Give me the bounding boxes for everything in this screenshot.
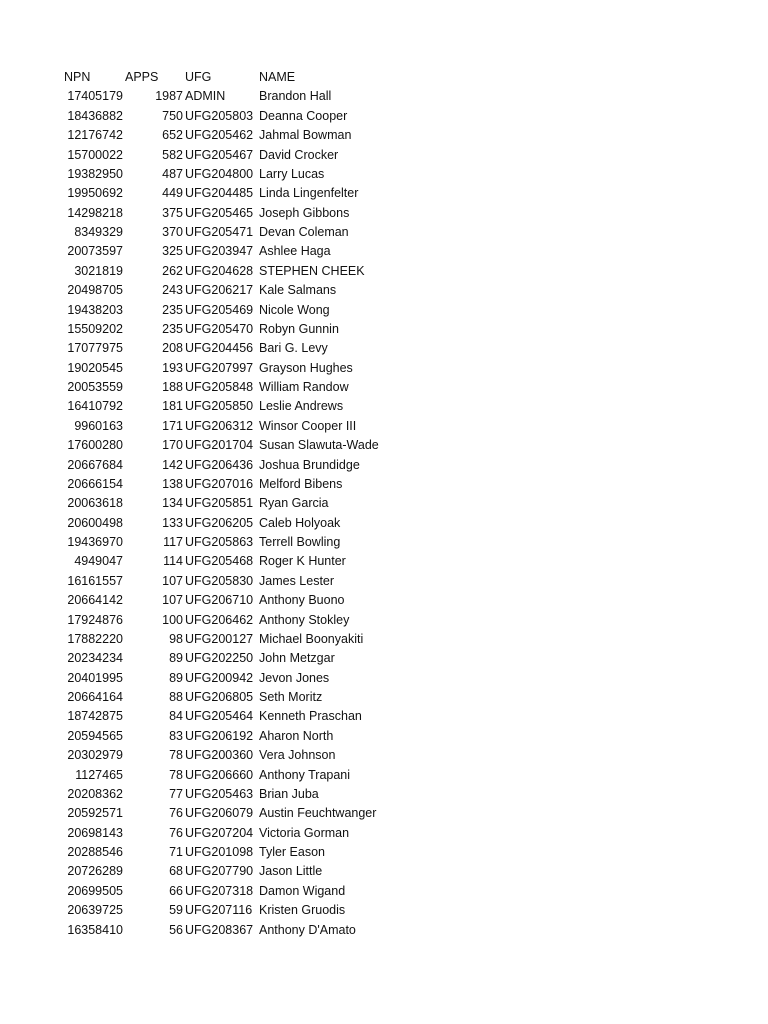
apps-cell: 83 — [169, 728, 183, 743]
name-cell: Roger K Hunter — [259, 554, 346, 569]
ufg-cell: UFG206192 — [185, 728, 254, 743]
table-row — [0, 436, 768, 455]
table-row — [0, 301, 768, 320]
table-row — [0, 262, 768, 281]
npn-cell: 19020545 — [67, 360, 123, 375]
table-row — [0, 223, 768, 242]
apps-cell: 243 — [162, 283, 183, 298]
apps-cell: 59 — [169, 903, 183, 918]
table-row — [0, 824, 768, 843]
ufg-cell: UFG205463 — [185, 786, 254, 801]
npn-cell: 19436970 — [67, 535, 123, 549]
name-cell: Kenneth Praschan — [259, 709, 362, 724]
apps-cell: 208 — [162, 341, 183, 356]
ufg-cell: UFG204485 — [185, 186, 254, 201]
name-cell: Nicole Wong — [259, 302, 330, 317]
ufg-cell: UFG206805 — [185, 690, 254, 704]
npn-cell: 20401995 — [67, 670, 123, 685]
name-cell: Kale Salmans — [259, 283, 337, 298]
ufg-cell: UFG207116 — [185, 903, 253, 918]
header-name: NAME — [259, 70, 296, 84]
npn-cell: 18436882 — [67, 108, 123, 123]
table-row — [0, 184, 768, 203]
table-row — [0, 146, 768, 165]
name-cell: Seth Moritz — [259, 690, 323, 704]
ufg-cell: UFG206462 — [185, 612, 254, 627]
name-cell: Austin Feuchtwanger — [259, 806, 377, 821]
npn-cell: 19438203 — [67, 302, 123, 317]
name-cell: Vera Johnson — [259, 748, 336, 763]
ufg-cell: UFG204800 — [185, 166, 254, 181]
table-row — [0, 475, 768, 494]
name-cell: Anthony Buono — [259, 593, 345, 608]
ufg-cell: UFG200127 — [185, 631, 254, 646]
npn-cell: 1127465 — [75, 767, 123, 782]
npn-cell: 17600280 — [67, 438, 123, 453]
ufg-cell: UFG205851 — [185, 496, 254, 511]
table-row — [0, 591, 768, 610]
apps-cell: 325 — [162, 244, 183, 259]
table-row — [0, 339, 768, 358]
apps-cell: 375 — [162, 205, 183, 220]
table-row — [0, 572, 768, 591]
npn-cell: 20063618 — [67, 496, 123, 511]
name-cell: William Randow — [259, 380, 349, 394]
npn-cell: 19950692 — [67, 186, 123, 201]
apps-cell: 89 — [169, 651, 183, 666]
npn-cell: 20053559 — [67, 380, 123, 394]
ufg-cell: UFG205850 — [185, 399, 254, 414]
name-cell: STEPHEN CHEEK — [259, 263, 365, 278]
apps-cell: 76 — [169, 806, 183, 821]
apps-cell: 56 — [169, 922, 183, 937]
table-row — [0, 165, 768, 184]
apps-cell: 652 — [162, 128, 183, 143]
name-cell: Devan Coleman — [259, 225, 349, 239]
apps-cell: 77 — [169, 786, 183, 801]
ufg-cell: UFG205464 — [185, 709, 254, 724]
apps-cell: 134 — [162, 496, 183, 511]
table-row — [0, 843, 768, 862]
name-cell: Brandon Hall — [259, 89, 332, 104]
ufg-cell: UFG206312 — [185, 418, 254, 433]
table-row — [0, 87, 768, 106]
npn-cell: 20498705 — [67, 283, 123, 298]
table-row — [0, 417, 768, 436]
apps-cell: 71 — [169, 845, 183, 859]
ufg-cell: UFG206205 — [185, 515, 254, 530]
ufg-cell: UFG205848 — [185, 380, 254, 394]
ufg-cell: UFG203947 — [185, 244, 254, 259]
apps-cell: 750 — [162, 108, 183, 123]
npn-cell: 20666154 — [67, 476, 123, 491]
header-npn: NPN — [64, 70, 91, 84]
apps-cell: 98 — [169, 631, 183, 646]
ufg-cell: UFG205863 — [185, 535, 254, 549]
npn-cell: 17882220 — [67, 631, 123, 646]
apps-cell: 133 — [162, 515, 183, 530]
table-row — [0, 630, 768, 649]
npn-cell: 20594565 — [67, 728, 123, 743]
name-cell: Anthony Stokley — [259, 612, 350, 627]
table-row — [0, 727, 768, 746]
npn-cell: 20726289 — [67, 864, 123, 879]
npn-cell: 20664142 — [67, 593, 123, 608]
apps-cell: 193 — [162, 360, 183, 375]
npn-cell: 16358410 — [67, 922, 123, 937]
table-row — [0, 746, 768, 765]
ufg-cell: UFG201704 — [185, 438, 254, 453]
ufg-cell: UFG205467 — [185, 147, 254, 162]
table-row — [0, 126, 768, 145]
name-cell: Jevon Jones — [259, 670, 330, 685]
name-cell: Jason Little — [259, 864, 323, 879]
npn-cell: 20208362 — [67, 786, 123, 801]
npn-cell: 12176742 — [67, 128, 123, 143]
apps-cell: 1987 — [155, 89, 183, 104]
name-cell: Leslie Andrews — [259, 399, 344, 414]
apps-cell: 114 — [163, 554, 183, 569]
name-cell: Ashlee Haga — [259, 244, 331, 259]
ufg-cell: UFG205471 — [185, 225, 254, 239]
table-row — [0, 611, 768, 630]
ufg-cell: UFG207016 — [185, 476, 254, 491]
apps-cell: 100 — [162, 612, 183, 627]
apps-cell: 370 — [162, 225, 183, 239]
npn-cell: 18742875 — [67, 709, 123, 724]
apps-cell: 262 — [162, 263, 183, 278]
table-row — [0, 766, 768, 785]
header-row — [0, 68, 768, 87]
name-cell: Anthony D'Amato — [259, 922, 356, 937]
ufg-cell: UFG206079 — [185, 806, 254, 821]
apps-cell: 138 — [162, 476, 183, 491]
name-cell: Victoria Gorman — [259, 825, 350, 840]
spreadsheet-table — [0, 68, 768, 940]
apps-cell: 68 — [169, 864, 183, 879]
header-ufg: UFG — [185, 70, 212, 84]
apps-cell: 107 — [162, 593, 183, 608]
table-row — [0, 862, 768, 881]
name-cell: Linda Lingenfelter — [259, 186, 359, 201]
npn-cell: 20600498 — [67, 515, 123, 530]
name-cell: Joshua Brundidge — [259, 457, 360, 472]
npn-cell: 15509202 — [67, 321, 123, 336]
apps-cell: 235 — [162, 321, 183, 336]
name-cell: Damon Wigand — [259, 883, 346, 898]
ufg-cell: UFG206436 — [185, 457, 254, 472]
ufg-cell: UFG206660 — [185, 767, 254, 782]
ufg-cell: UFG206217 — [185, 283, 254, 298]
name-cell: Terrell Bowling — [259, 535, 341, 549]
npn-cell: 20288546 — [67, 845, 123, 859]
table-row — [0, 688, 768, 707]
table-row — [0, 456, 768, 475]
npn-cell: 17924876 — [67, 612, 123, 627]
table-row — [0, 107, 768, 126]
name-cell: James Lester — [259, 573, 335, 588]
name-cell: Deanna Cooper — [259, 108, 348, 123]
name-cell: John Metzgar — [259, 651, 335, 666]
apps-cell: 76 — [169, 825, 183, 840]
name-cell: Larry Lucas — [259, 166, 325, 181]
npn-cell: 16410792 — [67, 399, 123, 414]
name-cell: Anthony Trapani — [259, 767, 351, 782]
npn-cell: 20664164 — [67, 690, 123, 704]
ufg-cell: UFG205469 — [185, 302, 254, 317]
name-cell: Aharon North — [259, 728, 334, 743]
ufg-cell: UFG205468 — [185, 554, 254, 569]
ufg-cell: UFG201098 — [185, 845, 254, 859]
name-cell: Brian Juba — [259, 786, 319, 801]
name-cell: Winsor Cooper III — [259, 418, 357, 433]
npn-cell: 19382950 — [67, 166, 123, 181]
table-row — [0, 804, 768, 823]
ufg-cell: UFG207790 — [185, 864, 254, 879]
apps-cell: 78 — [169, 748, 183, 763]
npn-cell: 9960163 — [74, 418, 123, 433]
table-row — [0, 359, 768, 378]
npn-cell: 8349329 — [74, 225, 123, 239]
name-cell: Susan Slawuta-Wade — [259, 438, 379, 453]
ufg-cell: UFG200942 — [185, 670, 254, 685]
apps-cell: 66 — [169, 883, 183, 898]
name-cell: Jahmal Bowman — [259, 128, 352, 143]
apps-cell: 107 — [162, 573, 183, 588]
table-row — [0, 669, 768, 688]
apps-cell: 84 — [169, 709, 183, 724]
npn-cell: 20302979 — [67, 748, 123, 763]
apps-cell: 142 — [162, 457, 183, 472]
table-row — [0, 882, 768, 901]
table-row — [0, 281, 768, 300]
ufg-cell: UFG207318 — [185, 883, 254, 898]
npn-cell: 20698143 — [67, 825, 123, 840]
ufg-cell: UFG202250 — [185, 651, 254, 666]
ufg-cell: UFG206710 — [185, 593, 254, 608]
name-cell: Michael Boonyakiti — [259, 631, 364, 646]
table-row — [0, 785, 768, 804]
name-cell: Grayson Hughes — [259, 360, 353, 375]
name-cell: Melford Bibens — [259, 476, 343, 491]
ufg-cell: ADMIN — [185, 89, 226, 104]
npn-cell: 20699505 — [67, 883, 123, 898]
name-cell: Caleb Holyoak — [259, 515, 341, 530]
table-row — [0, 204, 768, 223]
npn-cell: 15700022 — [67, 147, 123, 162]
npn-cell: 16161557 — [67, 573, 123, 588]
apps-cell: 89 — [169, 670, 183, 685]
name-cell: Kristen Gruodis — [259, 903, 346, 918]
npn-cell: 14298218 — [67, 205, 123, 220]
npn-cell: 20639725 — [67, 903, 123, 918]
name-cell: Bari G. Levy — [259, 341, 328, 356]
apps-cell: 181 — [162, 399, 183, 414]
table-row — [0, 320, 768, 339]
apps-cell: 88 — [169, 690, 183, 704]
table-row — [0, 533, 768, 552]
apps-cell: 582 — [162, 147, 183, 162]
npn-cell: 3021819 — [74, 263, 123, 278]
npn-cell: 20234234 — [67, 651, 123, 666]
apps-cell: 188 — [162, 380, 183, 394]
ufg-cell: UFG205803 — [185, 108, 254, 123]
name-cell: Robyn Gunnin — [259, 321, 339, 336]
npn-cell: 20667684 — [67, 457, 123, 472]
apps-cell: 487 — [162, 166, 183, 181]
table-row — [0, 378, 768, 397]
name-cell: David Crocker — [259, 147, 339, 162]
table-row — [0, 649, 768, 668]
name-cell: Joseph Gibbons — [259, 205, 350, 220]
apps-cell: 235 — [162, 302, 183, 317]
ufg-cell: UFG208367 — [185, 922, 254, 937]
table-body — [0, 87, 768, 940]
npn-cell: 17077975 — [67, 341, 123, 356]
apps-cell: 171 — [162, 418, 183, 433]
table-row — [0, 707, 768, 726]
apps-cell: 78 — [169, 767, 183, 782]
ufg-cell: UFG204456 — [185, 341, 254, 356]
name-cell: Ryan Garcia — [259, 496, 329, 511]
header-apps: APPS — [125, 70, 159, 84]
ufg-cell: UFG200360 — [185, 748, 254, 763]
npn-cell: 17405179 — [67, 89, 123, 104]
apps-cell: 170 — [162, 438, 183, 453]
name-cell: Tyler Eason — [259, 845, 326, 859]
npn-cell: 20073597 — [67, 244, 123, 259]
apps-cell: 449 — [162, 186, 183, 201]
table-row — [0, 901, 768, 920]
table-row — [0, 514, 768, 533]
table-row — [0, 921, 768, 940]
ufg-cell: UFG205462 — [185, 128, 254, 143]
apps-cell: 117 — [163, 535, 183, 549]
table-row — [0, 552, 768, 571]
ufg-cell: UFG205830 — [185, 573, 254, 588]
npn-cell: 4949047 — [74, 554, 123, 569]
ufg-cell: UFG204628 — [185, 263, 254, 278]
table-row — [0, 494, 768, 513]
ufg-cell: UFG207204 — [185, 825, 254, 840]
table-row — [0, 397, 768, 416]
npn-cell: 20592571 — [67, 806, 123, 821]
table-row — [0, 242, 768, 261]
ufg-cell: UFG205465 — [185, 205, 254, 220]
ufg-cell: UFG207997 — [185, 360, 254, 375]
ufg-cell: UFG205470 — [185, 321, 254, 336]
